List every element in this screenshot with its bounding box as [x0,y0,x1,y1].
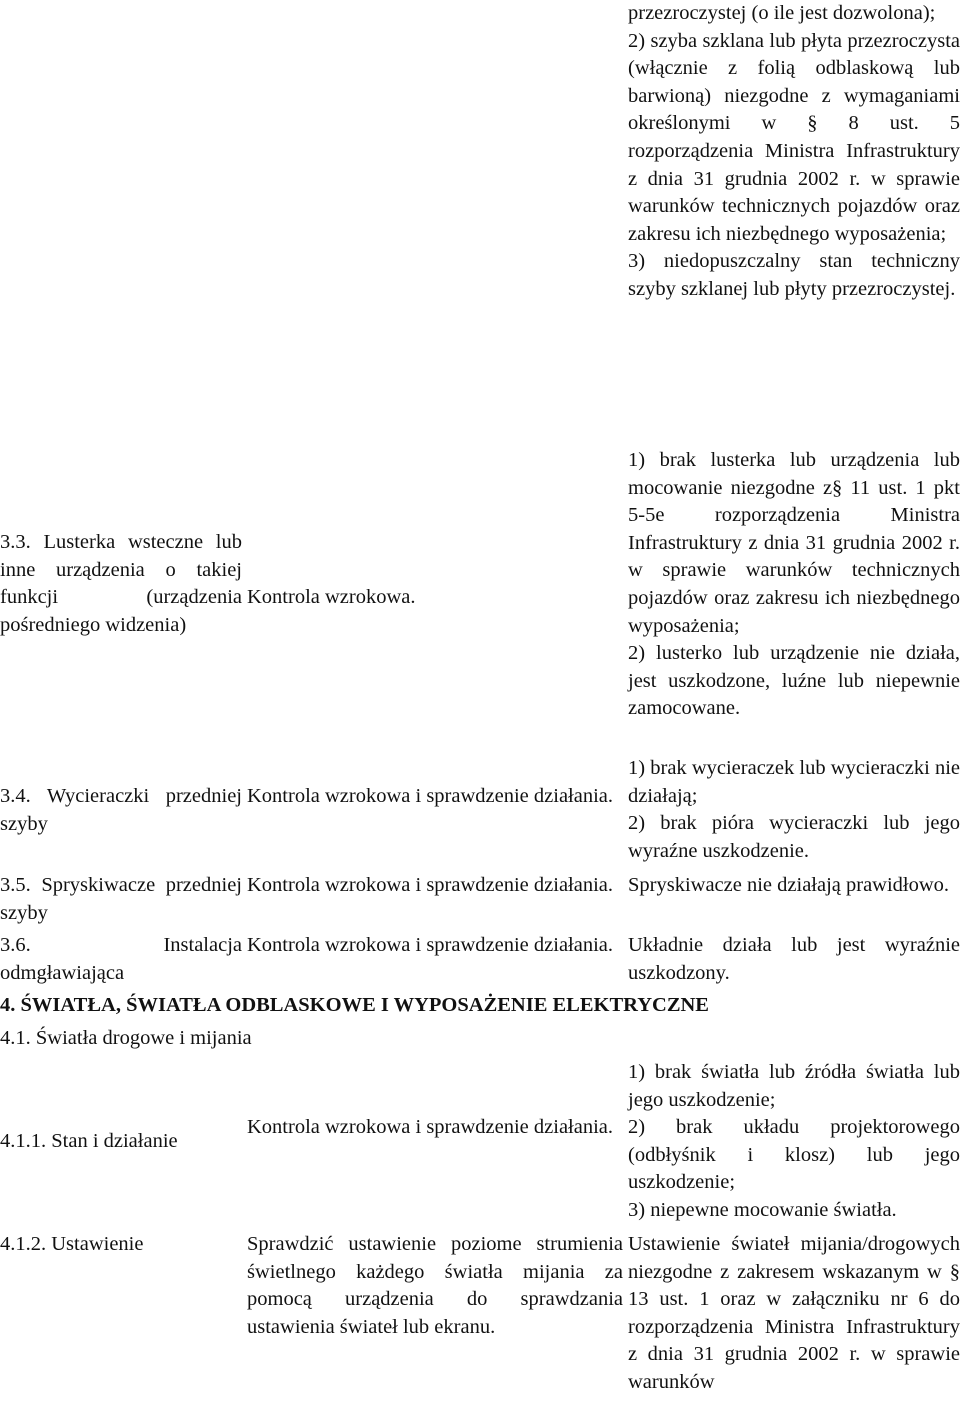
item-cell-3-3: 3.3. Lusterka wsteczne lub inne urządzenia o takiej funkcji (urządzenia pośredniego widzenia) [0,531,242,636]
method-cell-4-1-1: Kontrola wzrokowa i sprawdzenie działania. [247,1116,614,1138]
item-cell-3-6: 3.6. Instalacja odmgławiająca [0,934,242,984]
item-cell-4-1-2: 4.1.2. Ustawienie [0,1233,144,1255]
defect-cell-3-3 [628,447,960,723]
defect-line: Układnie działa lub jest wyraźnie uszkodzony. [628,934,960,984]
defect-cell-4-1-2 [628,1231,960,1397]
defect-line: 1) brak światła lub źródła światła lub jego uszkodzenie; [628,1061,960,1111]
subsection-heading: 4.1. Światła drogowe i mijania [0,1027,252,1049]
method-cell-3-5: Kontrola wzrokowa i sprawdzenie działania. [247,874,614,896]
defect-cell-continued [628,0,960,304]
defect-line: Ustawienie świateł mijania/drogowych niezgodne z zakresem wskazanym w § 13 ust. 1 oraz w załączniku nr 6 do rozporządzenia Ministra Infrastruktury z dnia 31 grudnia 2002 r. w sprawie warunków [628,1233,960,1393]
defect-line: 2) lusterko lub urządzenie nie działa, jest uszkodzone, luźne lub niepewnie zamocowane. [628,642,960,720]
defect-line: 2) szyba szklana lub płyta przezroczysta (włącznie z folią odblaskową lub barwioną) niezgodne z wymaganiami określonymi w § 8 ust. 5 rozporządzenia Ministra Infrastruktury z dnia 31 grudnia 2002 r. w sprawie warunków technicznych pojazdów oraz zakresu ich niezbędnego wyposażenia; [628,29,960,245]
item-cell-4-1-1: 4.1.1. Stan i działanie [0,1130,178,1152]
defect-line: 2) brak pióra wycieraczki lub jego wyraźne uszkodzenie. [628,812,960,862]
item-cell-3-4: 3.4. Wycieraczki przedniej szyby [0,785,242,835]
method-cell-3-6: Kontrola wzrokowa i sprawdzenie działania. [247,934,614,956]
item-cell-3-5: 3.5. Spryskiwacze przedniej szyby [0,874,242,924]
defect-cell-3-6 [628,932,960,987]
defect-line: 2) brak układu projektorowego (odbłyśnik i klosz) lub jego uszkodzenie; [628,1116,960,1194]
method-cell-3-4: Kontrola wzrokowa i sprawdzenie działania. [247,785,614,807]
defect-line: 1) brak lusterka lub urządzenia lub mocowanie niezgodne z§ 11 ust. 1 pkt 5-5e rozporządzenia Ministra Infrastruktury z dnia 31 grudnia 2002 r. w sprawie warunków technicznych pojazdów oraz zakresu ich niezbędnego wyposażenia; [628,449,960,637]
defect-line: przezroczystej (o ile jest dozwolona); [628,2,936,24]
defect-cell-3-4 [628,755,960,865]
method-cell-3-3: Kontrola wzrokowa. [247,586,416,608]
defect-cell-4-1-1 [628,1059,960,1225]
section-heading: 4. ŚWIATŁA, ŚWIATŁA ODBLASKOWE I WYPOSAŻENIE ELEKTRYCZNE [0,994,709,1016]
defect-line: 3) niedopuszczalny stan techniczny szyby szklanej lub płyty przezroczystej. [628,250,960,300]
method-cell-4-1-2: Sprawdzić ustawienie poziome strumienia świetlnego każdego światła mijania za pomocą urządzenia do sprawdzania ustawienia świateł lub ekranu. [247,1233,623,1338]
defect-cell-3-5 [628,872,960,900]
defect-line: Spryskiwacze nie działają prawidłowo. [628,874,950,896]
defect-line: 3) niepewne mocowanie światła. [628,1198,897,1221]
defect-line: 1) brak wycieraczek lub wycieraczki nie działają; [628,757,960,807]
